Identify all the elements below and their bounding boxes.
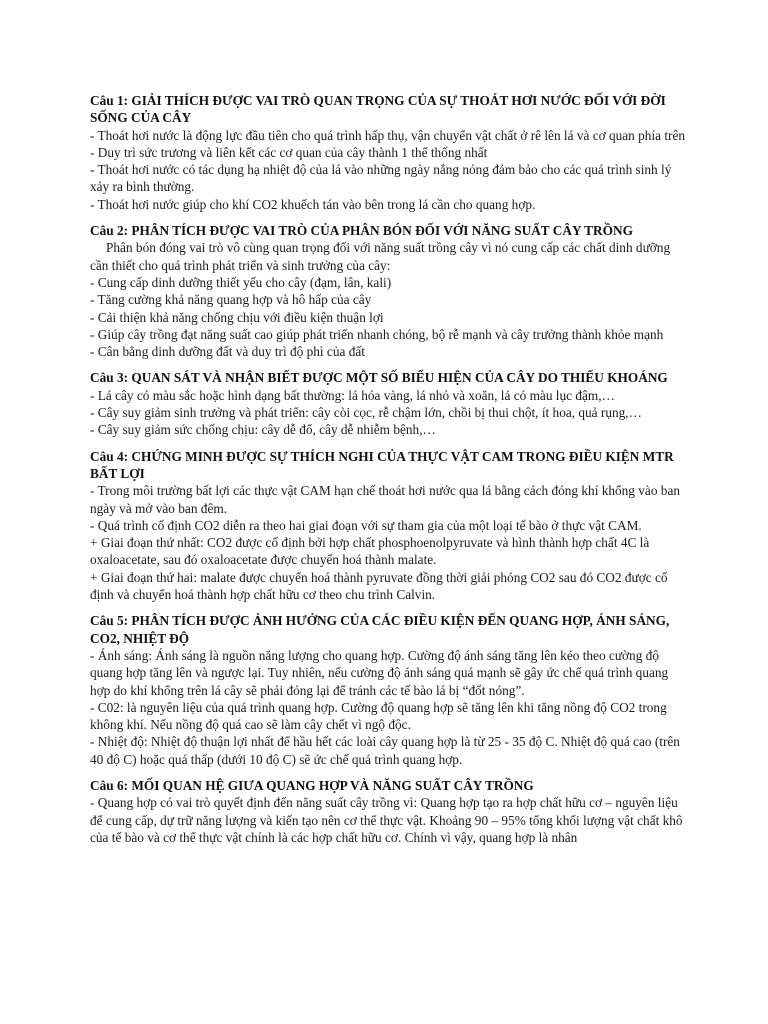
paragraph-line: - Giúp cây trồng đạt năng suất cao giúp phát triển nhanh chóng, bộ rễ mạnh và cây trưởng thành khỏe mạnh bbox=[90, 326, 664, 342]
paragraph-line: - Duy trì sức trương và liên kết các cơ quan của cây thành 1 thể thống nhất bbox=[90, 144, 488, 160]
section-title: Câu 1: GIẢI THÍCH ĐƯỢC VAI TRÒ QUAN TRỌNG CỦA SỰ THOÁT HƠI NƯỚC ĐỐI VỚI ĐỜI SỐNG CỦA CÂY bbox=[90, 93, 666, 126]
paragraph-line: - Trong môi trường bất lợi các thực vật CAM hạn chế thoát hơi nước qua lá bằng cách đóng khí khổng vào ban ngày và mở vào ban đêm. bbox=[90, 483, 680, 516]
paragraph-line: - Lá cây có màu sắc hoặc hình dạng bất thường: lá hóa vàng, lá nhỏ và xoăn, lá có màu lục đậm,… bbox=[90, 387, 615, 403]
paragraph-line: - Cân bằng dinh dưỡng đất và duy trì độ phì của đất bbox=[90, 344, 365, 360]
paragraph-line: - Thoát hơi nước có tác dụng hạ nhiệt độ của lá vào những ngày nắng nóng đảm bảo cho các quá trình sinh lý xảy ra bình thường. bbox=[90, 162, 672, 195]
paragraph-line: - Ánh sáng: Ánh sáng là nguồn năng lượng cho quang hợp. Cường độ ánh sáng tăng lên kéo theo cường độ quang hợp tăng lên và ngược lại. Tuy nhiên, nếu cường độ ánh sáng quá mạnh sẽ gây ức chế quá trình quang hợp do khí khổng trên lá cây sẽ phải đóng lại để tránh các tế bào lá bị “đốt nóng”. bbox=[90, 647, 669, 698]
paragraph-line: - Thoát hơi nước giúp cho khí CO2 khuếch tán vào bên trong lá cần cho quang hợp. bbox=[90, 196, 536, 212]
section-3 bbox=[90, 369, 690, 438]
paragraph-line: - Thoát hơi nước là động lực đầu tiên cho quá trình hấp thụ, vận chuyển vật chất ở rê lên lá và cơ quan phía trên bbox=[90, 127, 686, 143]
paragraph-line: - Quá trình cố định CO2 diễn ra theo hai giai đoạn với sự tham gia của một loại tế bào ở thực vật CAM. bbox=[90, 517, 642, 533]
section-1 bbox=[90, 92, 690, 213]
section-title: Câu 6: MỐI QUAN HỆ GIƯA QUANG HỢP VÀ NĂNG SUẤT CÂY TRỒNG bbox=[90, 777, 534, 793]
section-title: Câu 4: CHỨNG MINH ĐƯỢC SỰ THÍCH NGHI CỦA THỰC VẬT CAM TRONG ĐIỀU KIỆN MTR BẤT LỢI bbox=[90, 448, 674, 481]
paragraph-line: - Cây suy giảm sức chống chịu: cây dễ đổ, cây dễ nhiễm bệnh,… bbox=[90, 422, 436, 438]
document-page bbox=[90, 92, 690, 855]
section-title: Câu 2: PHÂN TÍCH ĐƯỢC VAI TRÒ CỦA PHÂN BÓN ĐỐI VỚI NĂNG SUẤT CÂY TRỒNG bbox=[90, 223, 633, 239]
paragraph-line: + Giai đoạn thứ nhất: CO2 được cố định bởi hợp chất phosphoenolpyruvate và hình thành hợp chất 4C là oxaloacetate, sau đó oxaloacetate được chuyển hoá thành malate. bbox=[90, 535, 650, 568]
paragraph-line: - Quang hợp có vai trò quyết định đến năng suất cây trồng vì: Quang hợp tạo ra hợp chất hữu cơ – nguyên liệu để cung cấp, dự trữ năng lượng và kiến tạo nên cơ thể thực vật. Khoảng 90 – 95% tổng khối lượng vật chất khô của tế bào và cơ thể thực vật chính là các hợp chất hữu cơ. Chính vì vậy, quang hợp là nhân bbox=[90, 795, 683, 845]
section-title: Câu 5: PHÂN TÍCH ĐƯỢC ẢNH HƯỞNG CỦA CÁC ĐIỀU KIỆN ĐẾN QUANG HỢP, ÁNH SÁNG, CO2, NHIỆT ĐỘ bbox=[90, 613, 670, 646]
paragraph-line: - C02: là nguyên liệu của quá trình quang hợp. Cường độ quang hợp sẽ tăng lên khi tăng nồng độ CO2 trong không khí. Nếu nồng độ quá cao sẽ làm cây chết vì ngộ độc. bbox=[90, 699, 667, 733]
section-title: Câu 3: QUAN SÁT VÀ NHẬN BIẾT ĐƯỢC MỘT SỐ BIỂU HIỆN CỦA CÂY DO THIẾU KHOÁNG bbox=[90, 370, 668, 386]
section-intro: Phân bón đóng vai trò vô cùng quan trọng đối với năng suất trồng cây vì nó cung cấp các chất dinh dưỡng cần thiết cho quá trình phát triển và sinh trưởng của cây: bbox=[90, 240, 671, 273]
paragraph-line: + Giai đoạn thứ hai: malate được chuyển hoá thành pyruvate đồng thời giải phóng CO2 sau đó CO2 được cố định và chuyển hoá thành hợp chất hữu cơ theo chu trình Calvin. bbox=[90, 569, 668, 603]
paragraph-line: - Cây suy giảm sinh trưởng và phát triển: cây còi cọc, rễ chậm lớn, chồi bị thui chột, ít hoa, quả rụng,… bbox=[90, 405, 642, 421]
section-2 bbox=[90, 222, 690, 360]
paragraph-line: - Tăng cường khả năng quang hợp và hô hấp của cây bbox=[90, 292, 372, 308]
paragraph-line: - Cung cấp dinh dưỡng thiết yếu cho cây (đạm, lân, kali) bbox=[90, 274, 392, 290]
section-4 bbox=[90, 448, 690, 604]
section-6 bbox=[90, 777, 690, 846]
paragraph-line: - Nhiệt độ: Nhiệt độ thuận lợi nhất để hầu hết các loài cây quang hợp là từ 25 - 35 độ C. Nhiệt độ quá cao (trên 40 độ C) hoặc quá thấp (dưới 10 độ C) sẽ ức chế quá trình quang hợp. bbox=[90, 734, 680, 767]
paragraph-line: - Cải thiện khả năng chống chịu với điều kiện thuận lợi bbox=[90, 309, 384, 325]
section-5 bbox=[90, 612, 690, 768]
